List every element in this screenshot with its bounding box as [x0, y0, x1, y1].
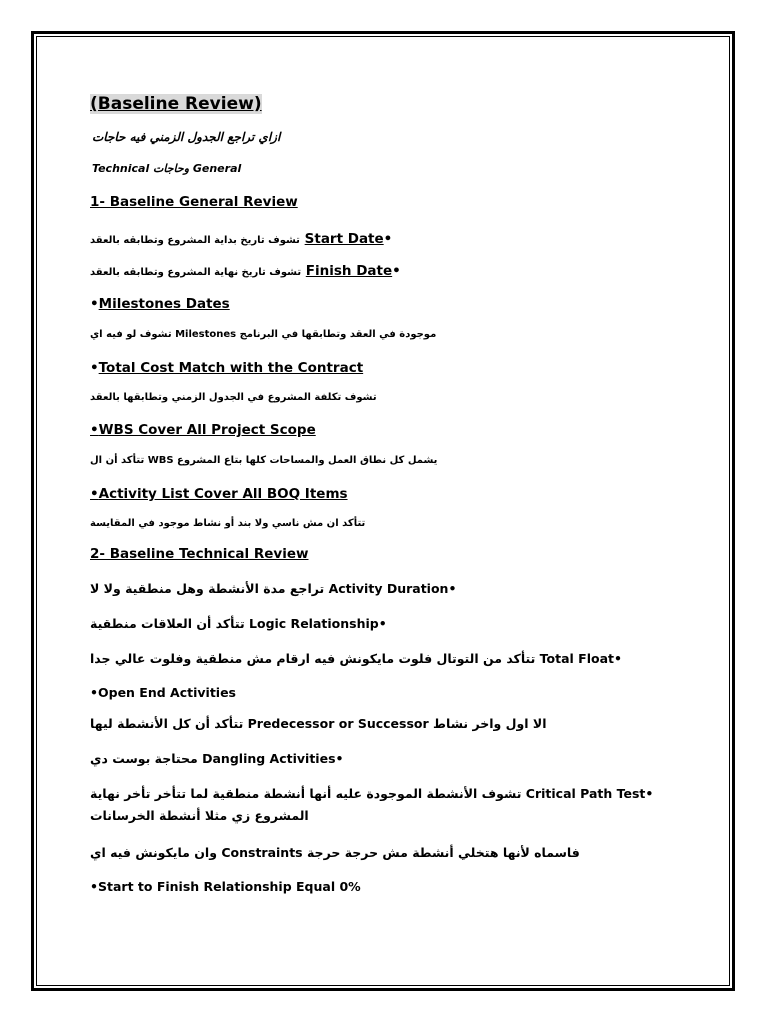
item-constraints: فاسماه لأنها هتخلي أنشطة مش حرجة حرجة Constraints وان مايكونش فيه اي [90, 845, 580, 860]
item-logic-relationship-label: Logic Relationship [249, 616, 379, 631]
item-critical-path-arabic: تشوف الأنشطة الموجودة عليه أنها أنشطة منطقية لما تتأخر تأخر نهاية [90, 786, 522, 801]
item-logic-relationship-arabic: تتأكد أن العلاقات منطقية [90, 616, 245, 631]
item-finish-date: تشوف تاريخ نهاية المشروع وتطابقه بالعقد Finish Date• [90, 263, 401, 279]
item-dangling: محتاجة بوست دي Dangling Activities• [90, 751, 344, 766]
item-start-date-label: Start Date [304, 231, 384, 247]
item-start-to-finish: •Start to Finish Relationship Equal 0% [90, 879, 361, 894]
item-critical-path-label: Critical Path Test [525, 786, 646, 801]
item-total-cost-arabic: تشوف تكلفة المشروع في الجدول الزمني وتطابقها بالعقد [90, 392, 377, 403]
section2-heading: 2- Baseline Technical Review [90, 546, 309, 562]
item-milestones-arabic: موجودة في العقد وتطابقها في البرنامج Milestones تشوف لو فيه اي [90, 329, 437, 340]
item-finish-date-label: Finish Date [305, 263, 393, 279]
item-total-float-label: Total Float [539, 651, 614, 666]
item-start-date: تشوف تاريخ بداية المشروع وتطابقه بالعقد Start Date• [90, 231, 393, 247]
item-wbs-arabic: يشمل كل نطاق العمل والمساحات كلها بتاع المشروع WBS تتأكد أن ال [90, 455, 438, 466]
item-total-float: تتأكد من التوتال فلوت مايكونش فيه ارقام مش منطقية وفلوت عالي جدا Total Float• [90, 651, 622, 666]
item-wbs: •WBS Cover All Project Scope [90, 422, 316, 438]
item-activity-list-arabic: تتأكد ان مش ناسي ولا بند أو نشاط موجود في المقايسة [90, 518, 366, 529]
item-critical-path-arabic-cont: المشروع زي مثلا أنشطة الخرسانات [90, 808, 309, 823]
item-open-end: •Open End Activities [90, 685, 236, 700]
item-activity-duration: تراجع مدة الأنشطة وهل منطقية ولا لا Activity Duration• [90, 581, 457, 596]
item-wbs-label: WBS Cover All Project Scope [98, 422, 316, 438]
item-start-to-finish-label: Start to Finish Relationship Equal 0% [98, 879, 361, 894]
item-logic-relationship: تتأكد أن العلاقات منطقية Logic Relationship• [90, 616, 387, 631]
item-milestones-label: Milestones Dates [98, 296, 230, 312]
item-activity-duration-label: Activity Duration [328, 581, 449, 596]
item-predecessor-successor: الا اول واخر نشاط Predecessor or Successor تتأكد أن كل الأنشطة ليها [90, 716, 547, 731]
item-open-end-label: Open End Activities [98, 685, 236, 700]
item-dangling-arabic: محتاجة بوست دي [90, 751, 198, 766]
item-total-cost-label: Total Cost Match with the Contract [98, 360, 364, 376]
item-activity-list: •Activity List Cover All BOQ Items [90, 486, 348, 502]
item-dangling-label: Dangling Activities [202, 751, 336, 766]
page-border-inner [36, 36, 730, 986]
item-total-float-arabic: تتأكد من التوتال فلوت مايكونش فيه ارقام مش منطقية وفلوت عالي جدا [90, 651, 536, 666]
intro-types: General وحاجات Technical [92, 162, 242, 175]
item-finish-date-arabic: تشوف تاريخ نهاية المشروع وتطابقه بالعقد [90, 267, 302, 278]
item-activity-list-label: Activity List Cover All BOQ Items [98, 486, 348, 502]
section1-heading: 1- Baseline General Review [90, 194, 298, 210]
item-total-cost: •Total Cost Match with the Contract [90, 360, 364, 376]
item-start-date-arabic: تشوف تاريخ بداية المشروع وتطابقه بالعقد [90, 235, 300, 246]
item-milestones: •Milestones Dates [90, 296, 230, 312]
document-title: (Baseline Review) [90, 94, 262, 114]
item-critical-path: تشوف الأنشطة الموجودة عليه أنها أنشطة منطقية لما تتأخر تأخر نهاية Critical Path Test• [90, 786, 654, 801]
intro-arabic: ازاي تراجع الجدول الزمني فيه حاجات [92, 130, 281, 144]
item-activity-duration-arabic: تراجع مدة الأنشطة وهل منطقية ولا لا [90, 581, 325, 596]
